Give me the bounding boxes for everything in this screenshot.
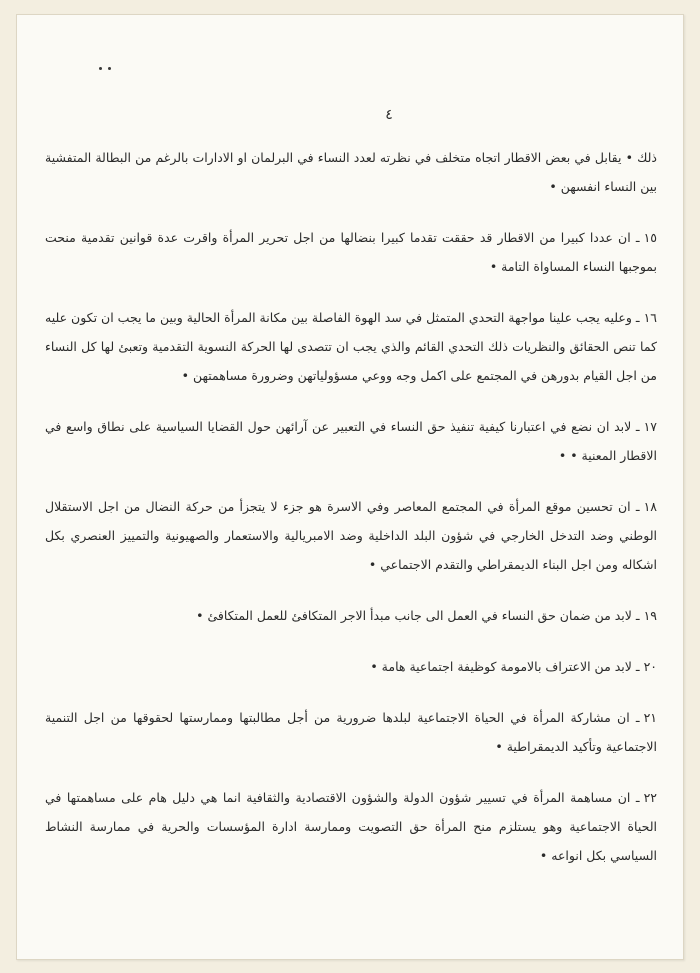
- paragraph-number: ١٧: [643, 419, 657, 434]
- dot-mark: [99, 67, 102, 70]
- paragraph-text: ـ لابد ان نضع في اعتبارنا كيفية تنفيذ حق النساء في التعبير عن آرائهن حول القضايا السياسية على نطاق واسع في الاقطار المعنية • •: [45, 419, 657, 463]
- paragraph-text: ـ ان مشاركة المرأة في الحياة الاجتماعية لبلدها ضرورية من أجل مطالبتها وممارستها لحقوقها من اجل التنمية الاجتماعية وتأكيد الديمقراطية •: [45, 710, 657, 754]
- document-page: [16, 14, 684, 960]
- paragraph-text: ذلك • يقابل في بعض الاقطار اتجاه متخلف في نظرته لعدد النساء في البرلمان او الادارات بالرغم من البطالة المتفشية بين النساء انفسهن •: [45, 150, 657, 194]
- paragraph-text: ـ وعليه يجب علينا مواجهة التحدي المتمثل في سد الهوة الفاصلة بين مكانة المرأة الحالية وبين ما يجب ان تكون عليه كما تنص الحقائق والنظريات ذلك التحدي القائم والذي يجب ان تتصدى لها الحركة النسوية التقدمية وتعبئ لها كل النساء من اجل القيام بدورهن في المجتمع على اكمل وجه ووعي مسؤولياتهن وضرورة مساهمتهن •: [45, 310, 657, 383]
- paragraph-20: [45, 652, 657, 681]
- paragraph-15: [45, 223, 657, 281]
- paragraph-16: [45, 303, 657, 390]
- paragraph-19: [45, 601, 657, 630]
- paragraph-text: ـ ان مساهمة المرأة في تسيير شؤون الدولة والشؤون الاقتصادية والثقافية انما هي دليل هام على مساهمتها في الحياة الاجتماعية وهو يستلزم منح المرأة حق التصويت وممارسة ادارة المؤسسات والحرية في ممارسة النشاط السياسي بكل انواعه •: [45, 790, 657, 863]
- paragraph-text: ـ لابد من الاعتراف بالامومة كوظيفة اجتماعية هامة •: [370, 659, 640, 674]
- page-number: ٤: [385, 107, 393, 123]
- paragraph-18: [45, 492, 657, 579]
- paragraph-number: ١٩: [643, 608, 657, 623]
- paragraph-number: ٢٠: [643, 659, 657, 674]
- paragraph-text: ـ ان تحسين موقع المرأة في المجتمع المعاصر وفي الاسرة هو جزء لا يتجزأ من حركة النضال من اجل الاستقلال الوطني وضد التدخل الخارجي في شؤون البلد الداخلية وضد الامبريالية والاستعمار والصهيونية والتمييز العنصري بكل اشكاله ومن اجل البناء الديمقراطي والتقدم الاجتماعي •: [45, 499, 657, 572]
- dot-mark: [108, 67, 111, 70]
- paragraph-number: ١٨: [643, 499, 657, 514]
- paragraph-number: ٢١: [643, 710, 657, 725]
- paragraph-text: ـ ان عددا كبيرا من الاقطار قد حققت تقدما كبيرا بنضالها من اجل تحرير المرأة واقرت عدة قوانين تقدمية منحت بموجبها النساء المساواة التامة •: [45, 230, 657, 274]
- paragraph-number: ١٦: [643, 310, 657, 325]
- paragraph-number: ١٥: [643, 230, 657, 245]
- document-body: [45, 143, 657, 892]
- paragraph: [45, 143, 657, 201]
- paragraph-21: [45, 703, 657, 761]
- paragraph-17: [45, 412, 657, 470]
- paragraph-text: ـ لابد من ضمان حق النساء في العمل الى جانب مبدأ الاجر المتكافئ للعمل المتكافئ •: [196, 608, 640, 623]
- paragraph-22: [45, 783, 657, 870]
- punch-marks: [71, 55, 111, 65]
- paragraph-number: ٢٢: [643, 790, 657, 805]
